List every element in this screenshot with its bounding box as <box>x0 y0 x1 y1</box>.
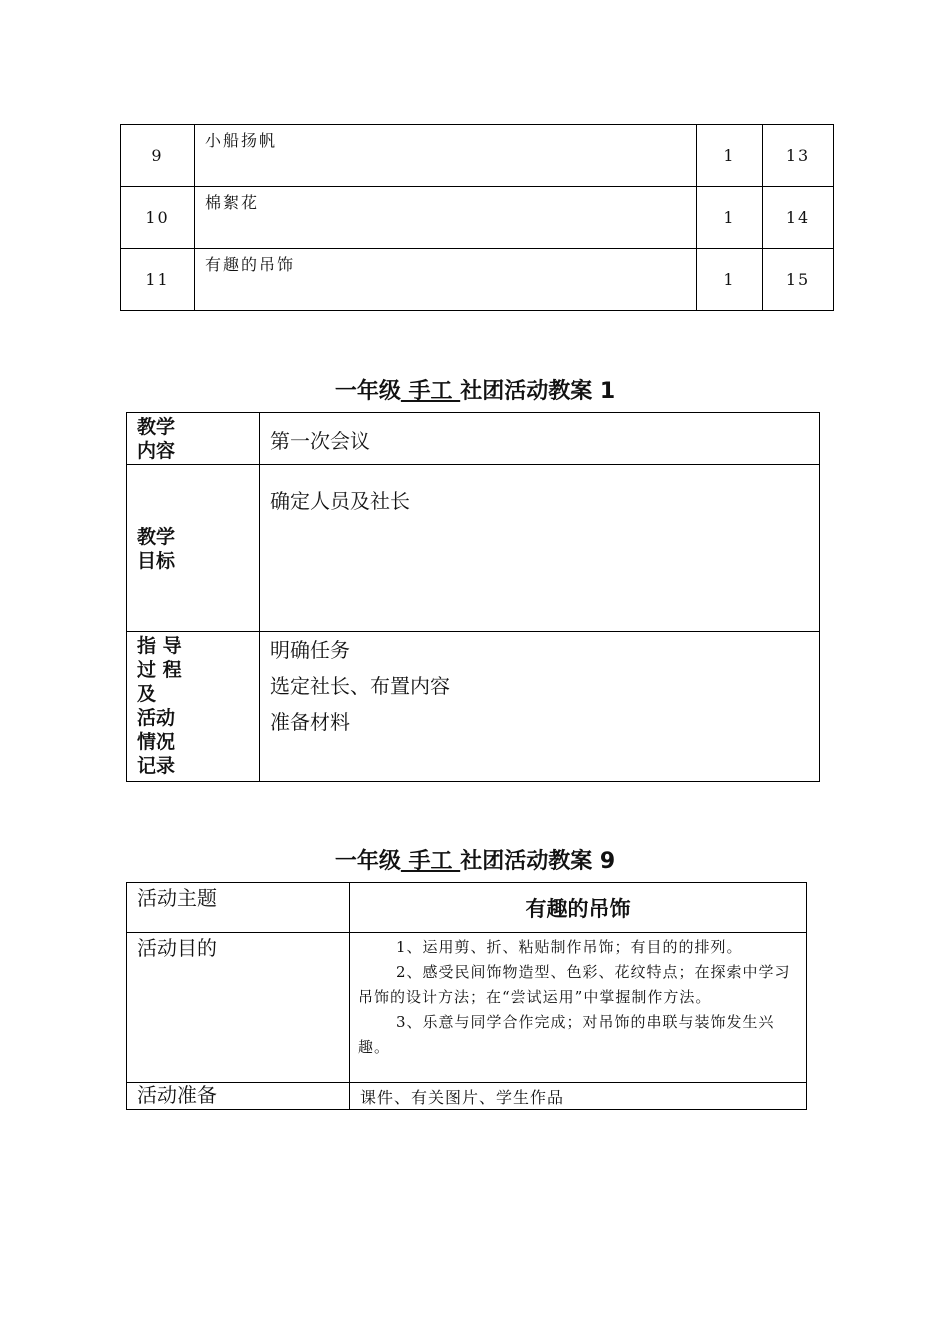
table-row <box>127 883 807 933</box>
table-row <box>127 1083 807 1110</box>
row-count: 1 <box>697 187 763 249</box>
row-week: 14 <box>763 187 834 249</box>
row-week: 15 <box>763 249 834 311</box>
theme-label: 活动主题 <box>127 883 350 933</box>
plan9-table <box>126 882 807 1110</box>
table-row <box>127 413 820 465</box>
table-row <box>121 187 834 249</box>
purpose-list <box>350 933 807 1083</box>
table-row <box>127 933 807 1083</box>
purpose-item: 3、乐意与同学合作完成；对吊饰的串联与装饰发生兴趣。 <box>358 1013 775 1056</box>
process-line: 明确任务 <box>270 638 350 662</box>
row-count: 1 <box>697 125 763 187</box>
goal-value: 确定人员及社长 <box>260 465 820 632</box>
process-lines <box>260 632 820 782</box>
row-title: 棉絮花 <box>195 187 697 249</box>
heading-grade: 一年级 <box>334 379 401 404</box>
process-label: 指 导 过 程 及 活动 情况 记录 <box>127 632 260 782</box>
table-row <box>121 249 834 311</box>
content-value: 第一次会议 <box>260 413 820 465</box>
prep-label: 活动准备 <box>127 1083 350 1110</box>
content-label: 教学 内容 <box>127 413 260 465</box>
theme-value: 有趣的吊饰 <box>350 883 807 933</box>
plan1-table <box>126 412 820 782</box>
heading-subject: 手工 <box>400 379 461 404</box>
table-row <box>127 632 820 782</box>
prep-value: 课件、有关图片、学生作品 <box>350 1083 807 1110</box>
heading-grade: 一年级 <box>334 849 401 874</box>
row-number: 11 <box>121 249 195 311</box>
table-row <box>127 465 820 632</box>
process-line: 准备材料 <box>270 710 350 734</box>
row-week: 13 <box>763 125 834 187</box>
row-title: 有趣的吊饰 <box>195 249 697 311</box>
purpose-item: 1、运用剪、折、粘贴制作吊饰；有目的的排列。 <box>396 938 743 956</box>
heading-title: 社团活动教案 9 <box>460 849 616 874</box>
row-title: 小船扬帆 <box>195 125 697 187</box>
plan1-heading <box>0 374 950 405</box>
row-number: 10 <box>121 187 195 249</box>
heading-title: 社团活动教案 1 <box>460 379 616 404</box>
purpose-item: 2、感受民间饰物造型、色彩、花纹特点；在探索中学习吊饰的设计方法；在“尝试运用”中掌握制作方法。 <box>358 963 791 1006</box>
process-line: 选定社长、布置内容 <box>270 674 450 698</box>
row-count: 1 <box>697 249 763 311</box>
schedule-table <box>120 124 834 311</box>
heading-subject: 手工 <box>400 849 461 874</box>
purpose-label: 活动目的 <box>127 933 350 1083</box>
row-number: 9 <box>121 125 195 187</box>
goal-label: 教学 目标 <box>127 465 260 632</box>
table-row <box>121 125 834 187</box>
plan9-heading <box>0 844 950 875</box>
